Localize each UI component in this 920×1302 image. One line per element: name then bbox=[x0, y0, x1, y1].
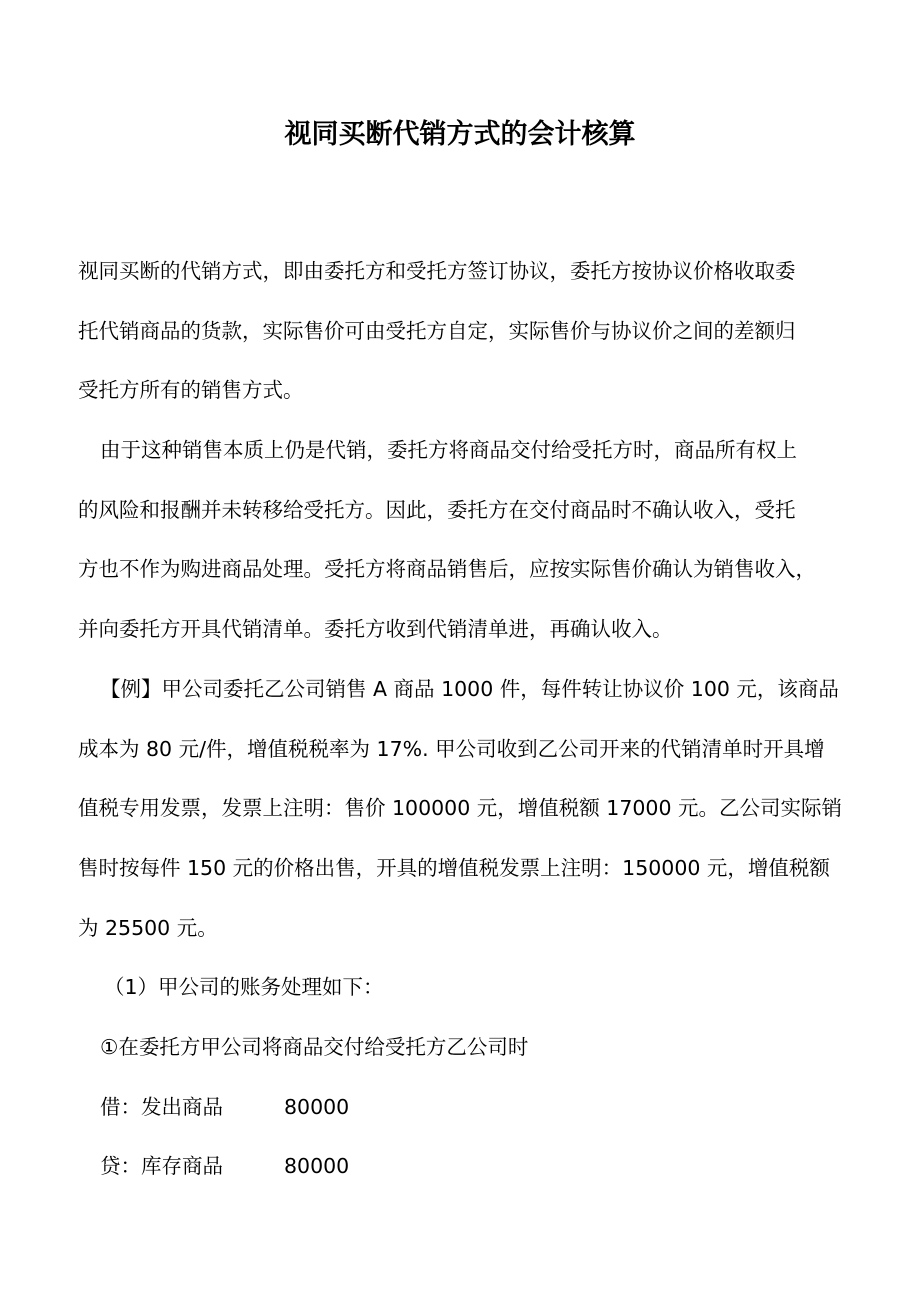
text-line: 由于这种销售本质上仍是代销，委托方将商品交付给受托方时，商品所有权上 bbox=[100, 438, 797, 463]
text-line: 为 25500 元。 bbox=[78, 915, 218, 940]
text-line: 托代销商品的货款，实际售价可由受托方自定，实际售价与协议价之间的差额归 bbox=[78, 318, 796, 343]
text-line: 售时按每件 150 元的价格出售，开具的增值税发票上注明：150000 元，增值税额 bbox=[78, 855, 830, 880]
entry-amount: 80000 bbox=[284, 1154, 350, 1179]
text-line: 【例】甲公司委托乙公司销售 A 商品 1000 件，每件转让协议价 100 元，该商品 bbox=[100, 676, 839, 701]
text-line: 并向委托方开具代销清单。委托方收到代销清单进，再确认收入。 bbox=[78, 617, 673, 642]
document-title: 视同买断代销方式的会计核算 bbox=[284, 119, 636, 150]
entry-label: 借：发出商品 bbox=[100, 1094, 223, 1119]
step-heading: ①在委托方甲公司将商品交付给受托方乙公司时 bbox=[100, 1034, 529, 1059]
journal-entry-credit bbox=[78, 1137, 848, 1197]
text-line: 方也不作为购进商品处理。受托方将商品销售后，应按实际售价确认为销售收入， bbox=[78, 557, 816, 582]
document-body bbox=[78, 242, 848, 1197]
text-line: 成本为 80 元/件，增值税税率为 17%. 甲公司收到乙公司开来的代销清单时开具增 bbox=[78, 736, 825, 761]
text-line: 视同买断的代销方式，即由委托方和受托方签订协议，委托方按协议价格收取委 bbox=[78, 259, 796, 283]
paragraph-definition bbox=[78, 242, 848, 421]
section-heading: （1）甲公司的账务处理如下： bbox=[104, 975, 384, 1000]
text-line: 值税专用发票，发票上注明：售价 100000 元，增值税额 17000 元。乙公司实际销 bbox=[78, 796, 843, 821]
text-line: 受托方所有的销售方式。 bbox=[78, 378, 304, 403]
paragraph-explanation bbox=[78, 421, 848, 660]
entry-label: 贷：库存商品 bbox=[100, 1154, 223, 1179]
entry-amount: 80000 bbox=[284, 1094, 350, 1119]
journal-entry-debit bbox=[78, 1078, 848, 1138]
text-line: 的风险和报酬并未转移给受托方。因此，委托方在交付商品时不确认收入，受托 bbox=[78, 497, 796, 522]
paragraph-example bbox=[78, 660, 848, 958]
